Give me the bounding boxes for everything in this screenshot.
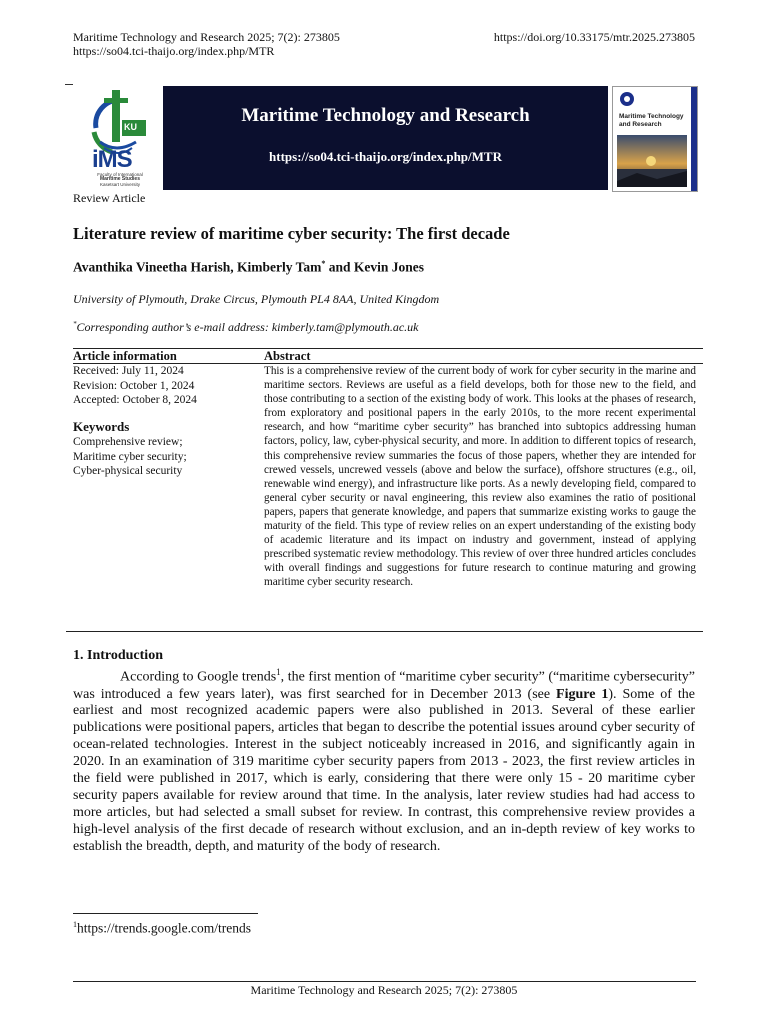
journal-citation: Maritime Technology and Research 2025; 7(2): 273805 bbox=[73, 30, 340, 44]
journal-cover bbox=[612, 86, 698, 192]
bottom-rule bbox=[66, 631, 703, 632]
abstract-heading: Abstract bbox=[264, 349, 311, 363]
keyword-item: Maritime cyber security; bbox=[73, 450, 187, 463]
article-info-heading: Article information bbox=[73, 349, 177, 363]
footnote: $^1$https://trends.google.com/trends bbox=[73, 920, 251, 936]
banner-url[interactable]: https://so04.tci-thaijo.org/index.php/MTR bbox=[269, 149, 502, 164]
crop-mark bbox=[65, 84, 73, 85]
keyword-list bbox=[73, 435, 187, 479]
keywords-heading: Keywords bbox=[73, 419, 130, 434]
faculty-name: Faculty of International Maritime Studies Kasetsart University bbox=[97, 172, 143, 187]
revision-date: Revision: October 1, 2024 bbox=[73, 379, 195, 392]
journal-banner bbox=[163, 86, 608, 190]
introduction-heading: 1. Introduction bbox=[73, 648, 163, 663]
cover-emblem-icon bbox=[619, 91, 635, 107]
journal-url[interactable]: https://so04.tci-thaijo.org/index.php/MTR bbox=[73, 44, 275, 58]
keyword-item: Comprehensive review; bbox=[73, 436, 183, 448]
doi-link[interactable]: https://doi.org/10.33175/mtr.2025.273805 bbox=[493, 30, 695, 44]
author-list: Avanthika Vineetha Harish, Kimberly Tam* and Kevin Jones bbox=[73, 259, 425, 275]
footer-rule bbox=[73, 981, 696, 982]
footnote-link[interactable]: https://trends.google.com/trends bbox=[77, 920, 251, 936]
received-date: Received: July 11, 2024 bbox=[73, 365, 184, 377]
article-type: Review Article bbox=[73, 191, 146, 205]
cover-stripe bbox=[691, 87, 697, 191]
introduction-paragraph: According to Google trends$^1$, the first mention of “maritime cyber security” (“maritime cybersecurity” was introduced a few years later), was first searched for in December 2013 (see Figure 1). Some of the earliest and most recognized academic papers were also published in 2013. Several of these earlier publications were positional papers, articles that began to describe the potential issues around cyber security of ocean-related technologies. Interest in the subject noticeably increased in 2016, and significantly again in 2020. In an examination of 319 maritime cyber security papers from 2013 - 2023, the first review articles in the field were published in 2017, which is early, considering that there were only 15 - 20 maritime cyber security papers available for review around that time. In the analysis, later review studies had had access to more articles, but had selected a small subset for review. In contrast, this comprehensive review provides a high-level analysis of the first decade of research without exclusion, and an in-depth review of key works to establish the breadth, depth, and maturity of the body of research. bbox=[73, 667, 695, 854]
article-title: Literature review of maritime cyber security: The first decade bbox=[73, 224, 510, 243]
figure-ref[interactable]: Figure 1 bbox=[556, 686, 609, 702]
ku-label: KU bbox=[124, 122, 137, 132]
cover-sunset-image bbox=[617, 135, 687, 187]
keyword-item: Cyber-physical security bbox=[73, 465, 183, 477]
banner-title: Maritime Technology and Research bbox=[241, 105, 530, 126]
ims-wordmark: iMS bbox=[92, 146, 132, 173]
corresponding-author: *Corresponding author’s e-mail address: kimberly.tam@plymouth.ac.uk bbox=[73, 320, 419, 334]
footer-citation: Maritime Technology and Research 2025; 7(2): 273805 bbox=[250, 983, 518, 997]
footnote-rule bbox=[73, 913, 258, 914]
abstract-text: This is a comprehensive review of the current body of work for cyber security in the marine and maritime sectors. Reviews are useful as a field develops, both for those new to the field, and those contributing to a section of the existing body of work. This looks at the phases of research, from exploratory and positional papers in the early 2010s, to the more recent experimental research, and how “maritime cyber security” has branched into subtopics addressing human factors, policy, law, cyber-physical security, and more. In addition to different topics of research, this comprehensive review summaries the focus of those papers, whether they are intended for crewed vessels, uncrewed vessels (above and below the surface), offshore structures (e.g., oil, renewable wind energy), and infrastructure like ports. As a newly developing field, compared to general cyber security or naval engineering, this review also examines the ratio of positional papers, papers that generate knowledge, and papers that summarize existing works to gauge the maturity of the field. This type of review relies on an expert understanding of the existing body of academic literature and its impact on industry and government, instead of applying prescribed systematic review methodology. This review of over three hundred articles concludes with overall findings and suggestions for future research to continue maturing and growing maritime cyber security research. bbox=[264, 365, 696, 589]
affiliation: University of Plymouth, Drake Circus, Plymouth PL4 8AA, United Kingdom bbox=[73, 292, 440, 306]
cover-title: Maritime Technology and Research bbox=[619, 113, 684, 128]
footnote-ref[interactable]: 1 bbox=[276, 667, 281, 677]
article-dates bbox=[73, 364, 197, 408]
accepted-date: Accepted: October 8, 2024 bbox=[73, 394, 197, 406]
ims-logo bbox=[82, 86, 158, 190]
